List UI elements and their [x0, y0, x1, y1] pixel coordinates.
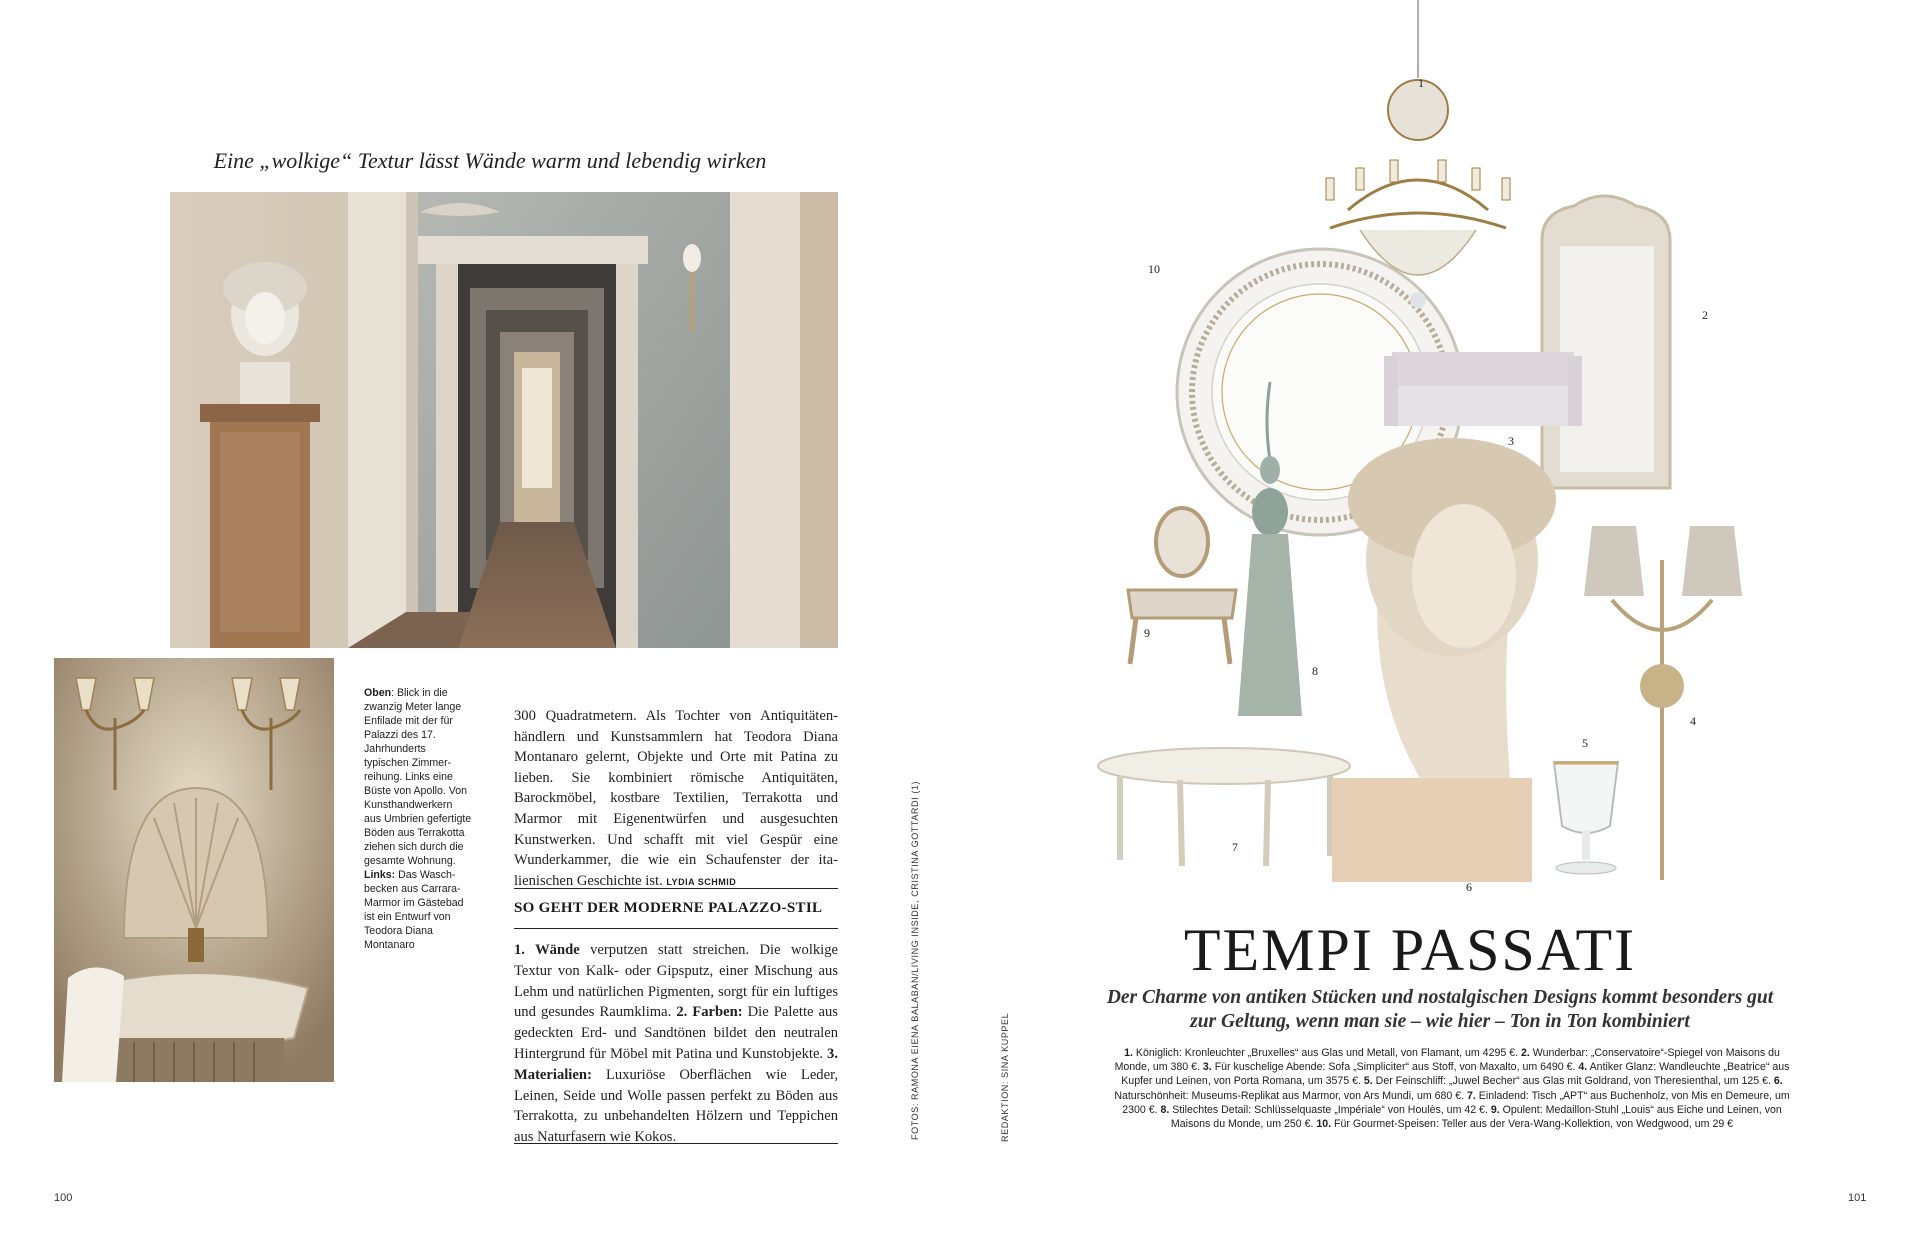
item-number-10: 10 — [1148, 262, 1160, 276]
product-collage — [1090, 0, 1810, 900]
product-5-text: Der Feinschliff: „Juwel Becher“ aus Glas mit Goldrand, von Theresienthal, um 125 €. — [1372, 1075, 1774, 1088]
marble-bust-image — [1332, 438, 1556, 882]
author-credit: LYDIA SCHMID — [666, 876, 737, 887]
glass-image — [1554, 762, 1618, 874]
page-number-right: 101 — [1848, 1192, 1867, 1204]
product-9-label: 9. — [1490, 1103, 1500, 1116]
product-2-text: Wunderbar: „Conservatoire“-Spiegel von Maisons du Monde, um 380 €. — [1114, 1047, 1780, 1074]
product-3-text: Für kuschelige Abende: Sofa „Simpliciter“ aus Stoff, von Maxalto, um 6490 €. — [1211, 1061, 1579, 1074]
tip-2-text: Die Palette aus gedeckten Erd- und Sandtönen bildet den neutralen Hintergrund für Möbel mit Patina und Kunstobjekte. — [514, 1004, 838, 1062]
divider-middle — [514, 928, 838, 929]
tip-1-label: 1. Wände — [514, 942, 580, 958]
table-image — [1098, 748, 1350, 866]
item-number-6: 6 — [1466, 880, 1472, 894]
side-photo-caption — [364, 686, 472, 952]
caption-text-links: Das Waschbecken aus Carrara-Marmor im Gästebad ist ein Entwurf von Teodora Diana Montanaro — [364, 869, 464, 951]
photo-enfilade-hallway — [170, 192, 838, 648]
divider-top — [514, 888, 838, 889]
item-number-9: 9 — [1144, 626, 1150, 640]
tips-list — [514, 940, 838, 1148]
page-subtitle: Der Charme von antiken Stücken und nostalgischen Designs kommt besonders gut zur Geltung, wenn man sie – wie hier – Ton in Ton kombiniert — [1106, 987, 1774, 1032]
product-1-text: Königlich: Kronleuchter „Bruxelles“ aus Glas und Metall, von Flamant, um 4295 €. — [1132, 1047, 1521, 1059]
article-body-text — [514, 706, 838, 892]
product-6-label: 6. — [1773, 1075, 1783, 1088]
product-2-label: 2. — [1520, 1047, 1530, 1059]
item-number-5: 5 — [1582, 736, 1588, 750]
product-7-text: Einladend: Tisch „APT“ aus Buchenholz, von Mis en Demeure, um 2300 €. — [1122, 1089, 1790, 1116]
tip-3-text: Luxuriöse Oberflächen wie Leder, Leinen, Seide und Wolle passen perfekt zu Böden aus Terrakotta, zu unbehandelten Hölzern und Teppichen aus Naturfasern wie Kokos. — [514, 1066, 838, 1146]
body-paragraph: 300 Quadratmetern. Als Tochter von Antiquitätenhändlern und Kunstsammlern hat Teodora Diana Montanaro gelernt, Objekte und Orte mit Patina zu lieben. Sie kombiniert römische Antiquitäten, Barockmöbel, kostbare Textilien, Terrakotta und Marmor mit Eigenentwürfen und ausgesuchten Kunstwerken. Und schafft mit viel Gespür eine Wunderkammer, die wie ein Schaufenster der italienischen Geschichte ist. — [514, 708, 838, 889]
page-title: TEMPI PASSATI — [1183, 917, 1637, 983]
tip-3-label: 3. Materialien: — [514, 1045, 838, 1083]
product-5-label: 5. — [1363, 1075, 1373, 1088]
caption-text-oben: : Blick in die zwanzig Meter lange Enfilade mit der für Palazzi des 17. Jahrhunderts typischen Zimmerreihung. Links eine Büste von Apollo. Von Kunsthandwerkern aus Umbrien gefertigte Böden aus Terrakotta ziehen sich durch die gesamte Wohnung. — [364, 687, 472, 867]
product-4-label: 4. — [1578, 1061, 1588, 1074]
product-10-label: 10. — [1316, 1118, 1332, 1131]
product-9-text: Opulent: Medaillon-Stuhl „Louis“ aus Eiche und Leinen, von Maisons du Monde, um 250 €. — [1170, 1103, 1782, 1131]
page-number-left: 100 — [54, 1192, 73, 1204]
product-1-label: 1. — [1124, 1047, 1133, 1059]
tip-2-label: 2. Farben: — [676, 1004, 743, 1021]
product-7-label: 7. — [1467, 1089, 1476, 1102]
caption-label-links: Links: — [364, 869, 396, 881]
mirror-image — [1542, 196, 1670, 488]
divider-bottom — [514, 1143, 838, 1144]
item-number-1: 1 — [1418, 76, 1424, 90]
item-number-8: 8 — [1312, 664, 1318, 678]
photo-caption-top: Eine „wolkige“ Textur lässt Wände warm und lebendig wirken — [213, 148, 767, 173]
item-number-3: 3 — [1508, 434, 1514, 448]
product-8-label: 8. — [1160, 1103, 1170, 1116]
section-heading: SO GEHT DER MODERNE PALAZZO-STIL — [514, 900, 823, 916]
product-6-text: Naturschönheit: Museums-Replikat aus Marmor, von Ars Mundi, um 680 €. — [1114, 1089, 1467, 1102]
item-number-2: 2 — [1702, 308, 1708, 322]
product-list — [1112, 1046, 1792, 1131]
photo-marble-sink — [54, 658, 334, 1082]
product-10-text: Für Gourmet-Speisen: Teller aus der Vera-Wang-Kollektion, von Wedgwood, um 29 € — [1331, 1118, 1734, 1131]
tip-1-text: verputzen statt streichen. Die wolkige Textur von Kalk- oder Gipsputz, einer Mischung aus Lehm und natürlichen Pigmenten, sorgt für ein luftiges und gesundes Raumklima. — [514, 942, 838, 1021]
product-4-text: Antiker Glanz: Wandleuchte „Beatrice“ aus Kupfer und Leinen, von Porta Romana, um 3575 €. — [1121, 1061, 1790, 1088]
editor-credit: REDAKTION: SINA KUPPEL — [1000, 1012, 1010, 1142]
product-3-label: 3. — [1202, 1061, 1212, 1074]
photo-credit: FOTOS: RAMONA EIENA BALABAN/LIVING INSIDE, CRISTINA GOTTARDI (1) — [910, 780, 920, 1140]
caption-label-oben: Oben — [364, 687, 392, 699]
product-8-text: Stilechtes Detail: Schlüsselquaste „Impériale“ von Houlès, um 42 €. — [1169, 1103, 1491, 1116]
item-number-4: 4 — [1690, 714, 1696, 728]
sofa-image — [1384, 352, 1582, 426]
item-number-7: 7 — [1232, 840, 1238, 854]
